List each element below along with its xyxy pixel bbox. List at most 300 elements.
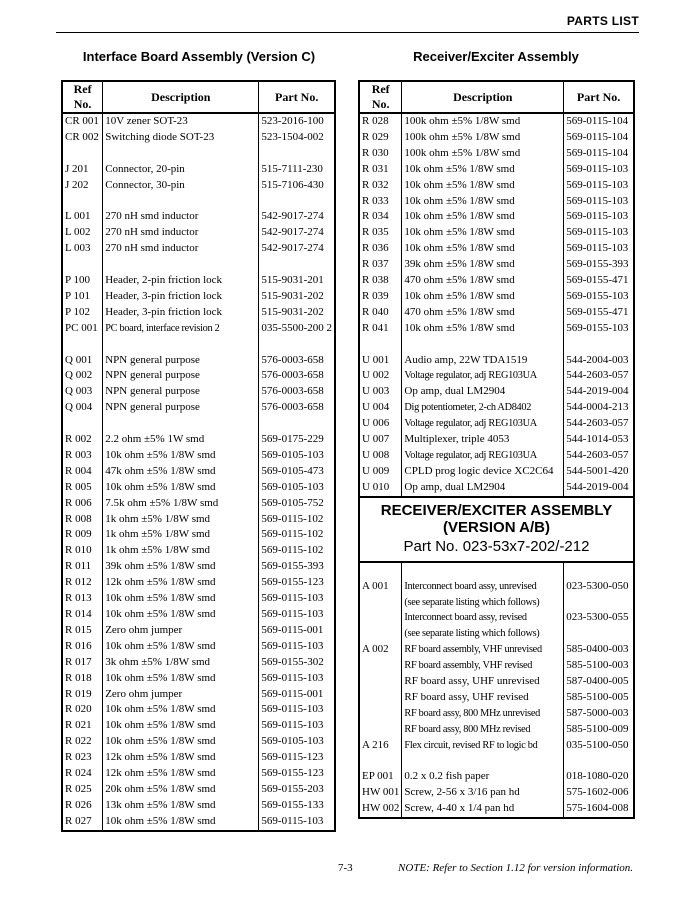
part-number-cell: 569-0115-001 [259, 623, 335, 639]
table-row [62, 400, 335, 416]
ref-cell: R 010 [62, 543, 103, 559]
description-cell: 3k ohm ±5% 1/8W smd [103, 655, 259, 671]
table-row [62, 639, 335, 655]
ref-cell: Q 001 [62, 353, 103, 369]
part-number-cell: 515-9031-202 [259, 289, 335, 305]
description-cell: Header, 3-pin friction lock [103, 289, 259, 305]
table-row [62, 321, 335, 337]
table-row [62, 591, 335, 607]
ref-cell: R 033 [359, 194, 402, 210]
table-row [359, 658, 634, 674]
table-row [62, 702, 335, 718]
part-number-cell: 585-5100-005 [564, 690, 634, 706]
ref-cell: R 014 [62, 607, 103, 623]
description-cell: 2.2 ohm ±5% 1W smd [103, 432, 259, 448]
description-cell: 39k ohm ±5% 1/8W smd [402, 257, 564, 273]
description-cell: 10k ohm ±5% 1/8W smd [402, 178, 564, 194]
part-number-cell: 523-1504-002 [259, 130, 335, 146]
column-header-part: Part No. [259, 81, 335, 113]
table-row [62, 575, 335, 591]
table-row [359, 706, 634, 722]
table-row [359, 674, 634, 690]
ref-cell [359, 658, 402, 674]
description-cell: 10k ohm ±5% 1/8W smd [103, 734, 259, 750]
ref-cell: L 002 [62, 225, 103, 241]
description-cell: Connector, 30-pin [103, 178, 259, 194]
description-cell: 10k ohm ±5% 1/8W smd [402, 209, 564, 225]
part-number-cell: 569-0155-203 [259, 782, 335, 798]
description-cell: Interconnect board assy, revised [402, 610, 564, 626]
table-row [359, 353, 634, 369]
part-number-cell [259, 416, 335, 432]
part-number-cell: 569-0115-104 [564, 130, 634, 146]
part-number-cell: 023-5300-055 [564, 610, 634, 626]
part-number-cell: 544-2603-057 [564, 448, 634, 464]
table-row [359, 642, 634, 658]
part-number-cell: 569-0115-103 [564, 209, 634, 225]
ref-cell: P 101 [62, 289, 103, 305]
table-row [359, 273, 634, 289]
part-number-cell: 569-0155-393 [259, 559, 335, 575]
ref-cell: R 041 [359, 321, 402, 337]
part-number-cell: 569-0115-103 [259, 702, 335, 718]
column-header-ref: Ref No. [359, 81, 402, 113]
ref-cell: R 040 [359, 305, 402, 321]
part-number-cell: 569-0115-102 [259, 543, 335, 559]
assembly-heading-row [359, 497, 634, 562]
part-number-cell: 569-0155-123 [259, 766, 335, 782]
ref-cell: U 003 [359, 384, 402, 400]
part-number-cell: 569-0155-471 [564, 305, 634, 321]
table-row [359, 738, 634, 754]
ref-cell: CR 001 [62, 113, 103, 130]
table-row [359, 416, 634, 432]
part-number-cell: 569-0115-104 [564, 146, 634, 162]
part-number-cell: 569-0115-103 [564, 178, 634, 194]
ref-cell [62, 337, 103, 353]
description-cell: NPN general purpose [103, 384, 259, 400]
ref-cell: R 037 [359, 257, 402, 273]
description-cell: Screw, 2-56 x 3/16 pan hd [402, 785, 564, 801]
description-cell: 100k ohm ±5% 1/8W smd [402, 130, 564, 146]
table-row [62, 241, 335, 257]
description-cell: RF board assembly, VHF revised [402, 658, 564, 674]
part-number-cell: 569-0105-752 [259, 496, 335, 512]
table-row [62, 384, 335, 400]
description-cell: 10V zener SOT-23 [103, 113, 259, 130]
description-cell: 10k ohm ±5% 1/8W smd [103, 718, 259, 734]
ref-cell: R 034 [359, 209, 402, 225]
table-row [62, 464, 335, 480]
table-row [359, 178, 634, 194]
table-row [62, 448, 335, 464]
description-cell: NPN general purpose [103, 353, 259, 369]
table-row [359, 113, 634, 130]
ref-cell [359, 595, 402, 611]
description-cell: 1k ohm ±5% 1/8W smd [103, 527, 259, 543]
ref-cell [359, 337, 402, 353]
column-header-part: Part No. [564, 81, 634, 113]
table-row [62, 416, 335, 432]
description-cell: 270 nH smd inductor [103, 225, 259, 241]
table-row [62, 655, 335, 671]
ref-cell: U 010 [359, 480, 402, 497]
part-number-cell: 569-0115-103 [259, 591, 335, 607]
ref-cell: R 013 [62, 591, 103, 607]
description-cell: 10k ohm ±5% 1/8W smd [402, 162, 564, 178]
description-cell: Op amp, dual LM2904 [402, 480, 564, 497]
part-number-cell: 515-7111-230 [259, 162, 335, 178]
description-cell: 12k ohm ±5% 1/8W smd [103, 766, 259, 782]
part-number-cell [564, 754, 634, 770]
description-cell: 270 nH smd inductor [103, 241, 259, 257]
table-row [359, 384, 634, 400]
part-number-cell [564, 626, 634, 642]
ref-cell: R 003 [62, 448, 103, 464]
table-row [359, 595, 634, 611]
table-row [62, 671, 335, 687]
assembly-version: (VERSION A/B) [443, 518, 550, 536]
table-row [62, 718, 335, 734]
part-number-cell: 585-5100-003 [564, 658, 634, 674]
part-number-cell [259, 257, 335, 273]
table-row [359, 785, 634, 801]
ref-cell [359, 722, 402, 738]
ref-cell: P 102 [62, 305, 103, 321]
ref-cell: U 004 [359, 400, 402, 416]
description-cell: 13k ohm ±5% 1/8W smd [103, 798, 259, 814]
part-number-cell: 523-2016-100 [259, 113, 335, 130]
ref-cell: R 005 [62, 480, 103, 496]
table-row [359, 241, 634, 257]
ref-cell: R 015 [62, 623, 103, 639]
part-number-cell: 569-0115-103 [259, 814, 335, 831]
ref-cell [359, 754, 402, 770]
part-number-cell: 587-0400-005 [564, 674, 634, 690]
part-number-cell: 515-7106-430 [259, 178, 335, 194]
part-number-cell: 569-0115-123 [259, 750, 335, 766]
part-number-cell: 515-9031-202 [259, 305, 335, 321]
part-number-cell: 544-2019-004 [564, 384, 634, 400]
ref-cell: R 031 [359, 162, 402, 178]
part-number-cell: 569-0155-393 [564, 257, 634, 273]
part-number-cell: 587-5000-003 [564, 706, 634, 722]
part-number-cell: 544-2019-004 [564, 480, 634, 497]
receiver-exciter-parts-table [358, 80, 635, 819]
table-row [62, 750, 335, 766]
part-number-cell [564, 337, 634, 353]
table-row [359, 130, 634, 146]
part-number-cell: 569-0115-103 [564, 162, 634, 178]
table-row [359, 162, 634, 178]
ref-cell: R 009 [62, 527, 103, 543]
ref-cell: U 007 [359, 432, 402, 448]
table-row [359, 225, 634, 241]
ref-cell: P 100 [62, 273, 103, 289]
part-number-cell [564, 562, 634, 579]
table-row [62, 559, 335, 575]
ref-cell: R 039 [359, 289, 402, 305]
ref-cell: R 035 [359, 225, 402, 241]
part-number-cell: 018-1080-020 [564, 769, 634, 785]
table-row [359, 400, 634, 416]
column-header-ref: Ref No. [62, 81, 103, 113]
table-row [62, 527, 335, 543]
description-cell: NPN general purpose [103, 400, 259, 416]
ref-cell [62, 194, 103, 210]
table-row [62, 225, 335, 241]
description-cell: 10k ohm ±5% 1/8W smd [103, 607, 259, 623]
part-number-cell: 035-5100-050 [564, 738, 634, 754]
description-cell: 0.2 x 0.2 fish paper [402, 769, 564, 785]
part-number-cell: 569-0155-103 [564, 289, 634, 305]
description-cell [103, 416, 259, 432]
ref-cell: Q 003 [62, 384, 103, 400]
ref-cell: U 009 [359, 464, 402, 480]
table-row [359, 289, 634, 305]
table-row [62, 543, 335, 559]
column-header-description: Description [402, 81, 564, 113]
ref-cell: Q 004 [62, 400, 103, 416]
ref-cell: U 006 [359, 416, 402, 432]
ref-cell: J 202 [62, 178, 103, 194]
ref-cell: R 025 [62, 782, 103, 798]
table-row [359, 610, 634, 626]
part-number-cell [564, 595, 634, 611]
ref-cell [359, 706, 402, 722]
table-row [359, 562, 634, 579]
description-cell: 10k ohm ±5% 1/8W smd [103, 448, 259, 464]
version-note: NOTE: Refer to Section 1.12 for version information. [398, 862, 633, 874]
ref-cell: R 004 [62, 464, 103, 480]
table-row [359, 722, 634, 738]
ref-cell: R 008 [62, 512, 103, 528]
ref-cell [359, 690, 402, 706]
part-number-cell: 569-0175-229 [259, 432, 335, 448]
header-title: PARTS LIST [566, 14, 639, 28]
table-row [359, 146, 634, 162]
part-number-cell: 544-2603-057 [564, 416, 634, 432]
table-row [62, 814, 335, 831]
part-number-cell: 569-0105-103 [259, 480, 335, 496]
description-cell: Voltage regulator, adj REG103UA [402, 448, 564, 464]
part-number-cell: 569-0115-103 [564, 225, 634, 241]
table-row [62, 432, 335, 448]
description-cell: Header, 3-pin friction lock [103, 305, 259, 321]
description-cell: RF board assy, UHF unrevised [402, 674, 564, 690]
part-number-cell: 569-0115-001 [259, 687, 335, 703]
left-section-title: Interface Board Assembly (Version C) [82, 49, 316, 64]
part-number-cell: 544-2004-003 [564, 353, 634, 369]
ref-cell: L 001 [62, 209, 103, 225]
table-row [62, 607, 335, 623]
description-cell [402, 562, 564, 579]
ref-cell: R 002 [62, 432, 103, 448]
description-cell: 10k ohm ±5% 1/8W smd [103, 480, 259, 496]
description-cell: 10k ohm ±5% 1/8W smd [103, 702, 259, 718]
table-row [359, 464, 634, 480]
part-number-cell: 569-0115-103 [259, 607, 335, 623]
description-cell: 12k ohm ±5% 1/8W smd [103, 750, 259, 766]
description-cell: 10k ohm ±5% 1/8W smd [402, 225, 564, 241]
description-cell: 10k ohm ±5% 1/8W smd [402, 289, 564, 305]
part-number-cell: 542-9017-274 [259, 241, 335, 257]
description-cell: (see separate listing which follows) [402, 626, 564, 642]
ref-cell: R 032 [359, 178, 402, 194]
ref-cell: PC 001 [62, 321, 103, 337]
assembly-part-number: Part No. 023-53x7-202/-212 [403, 537, 590, 555]
ref-cell: HW 001 [359, 785, 402, 801]
ref-cell: R 021 [62, 718, 103, 734]
table-row [359, 801, 634, 818]
part-number-cell [259, 337, 335, 353]
table-row [62, 289, 335, 305]
table-row [62, 178, 335, 194]
ref-cell: R 022 [62, 734, 103, 750]
ref-cell [62, 416, 103, 432]
description-cell: Zero ohm jumper [103, 623, 259, 639]
ref-cell: R 012 [62, 575, 103, 591]
right-section-title: Receiver/Exciter Assembly [413, 49, 579, 64]
description-cell: 100k ohm ±5% 1/8W smd [402, 113, 564, 130]
ref-cell: R 006 [62, 496, 103, 512]
ref-cell: R 030 [359, 146, 402, 162]
description-cell [103, 146, 259, 162]
ref-cell: R 023 [62, 750, 103, 766]
table-row [359, 754, 634, 770]
description-cell: Dig potentiometer, 2-ch AD8402 [402, 400, 564, 416]
part-number-cell: 023-5300-050 [564, 579, 634, 595]
description-cell: 1k ohm ±5% 1/8W smd [103, 512, 259, 528]
ref-cell: R 018 [62, 671, 103, 687]
part-number-cell: 544-1014-053 [564, 432, 634, 448]
part-number-cell: 585-5100-009 [564, 722, 634, 738]
table-row [62, 766, 335, 782]
ref-cell [359, 610, 402, 626]
part-number-cell [259, 146, 335, 162]
table-header-row [359, 81, 634, 113]
table-row [62, 734, 335, 750]
description-cell: PC board, interface revision 2 [103, 321, 259, 337]
table-row [62, 798, 335, 814]
ref-cell: EP 001 [359, 769, 402, 785]
ref-cell: U 002 [359, 368, 402, 384]
table-row [62, 782, 335, 798]
table-row [62, 305, 335, 321]
ref-cell: R 028 [359, 113, 402, 130]
header-rule [56, 32, 639, 33]
table-row [62, 512, 335, 528]
description-cell: Voltage regulator, adj REG103UA [402, 368, 564, 384]
part-number-cell: 544-5001-420 [564, 464, 634, 480]
table-row [359, 769, 634, 785]
description-cell: 1k ohm ±5% 1/8W smd [103, 543, 259, 559]
table-row [359, 690, 634, 706]
ref-cell: R 017 [62, 655, 103, 671]
ref-cell: Q 002 [62, 368, 103, 384]
ref-cell: R 024 [62, 766, 103, 782]
ref-cell: J 201 [62, 162, 103, 178]
interface-board-parts-table [61, 80, 336, 832]
description-cell [103, 257, 259, 273]
part-number-cell: 585-0400-003 [564, 642, 634, 658]
ref-cell: R 019 [62, 687, 103, 703]
ref-cell: R 026 [62, 798, 103, 814]
description-cell: RF board assy, 800 MHz revised [402, 722, 564, 738]
description-cell: CPLD prog logic device XC2C64 [402, 464, 564, 480]
ref-cell: A 216 [359, 738, 402, 754]
description-cell: 100k ohm ±5% 1/8W smd [402, 146, 564, 162]
ref-cell [62, 257, 103, 273]
table-row [359, 209, 634, 225]
table-row [62, 162, 335, 178]
part-number-cell: 576-0003-658 [259, 353, 335, 369]
part-number-cell: 569-0115-103 [564, 194, 634, 210]
ref-cell: R 029 [359, 130, 402, 146]
column-header-description: Description [103, 81, 259, 113]
table-row [62, 337, 335, 353]
part-number-cell: 569-0115-103 [259, 671, 335, 687]
part-number-cell: 542-9017-274 [259, 209, 335, 225]
description-cell: 470 ohm ±5% 1/8W smd [402, 305, 564, 321]
table-row [359, 448, 634, 464]
ref-cell: U 008 [359, 448, 402, 464]
description-cell: 39k ohm ±5% 1/8W smd [103, 559, 259, 575]
table-row [359, 337, 634, 353]
ref-cell: R 020 [62, 702, 103, 718]
part-number-cell: 569-0155-123 [259, 575, 335, 591]
description-cell: (see separate listing which follows) [402, 595, 564, 611]
part-number-cell: 569-0155-302 [259, 655, 335, 671]
table-row [62, 257, 335, 273]
part-number-cell: 569-0115-103 [259, 639, 335, 655]
ref-cell: CR 002 [62, 130, 103, 146]
ref-cell: U 001 [359, 353, 402, 369]
ref-cell: R 027 [62, 814, 103, 831]
page-number: 7-3 [338, 862, 353, 874]
part-number-cell: 542-9017-274 [259, 225, 335, 241]
table-header-row [62, 81, 335, 113]
ref-cell: HW 002 [359, 801, 402, 818]
description-cell: 10k ohm ±5% 1/8W smd [402, 241, 564, 257]
part-number-cell: 569-0115-102 [259, 527, 335, 543]
description-cell: Multiplexer, triple 4053 [402, 432, 564, 448]
description-cell: Switching diode SOT-23 [103, 130, 259, 146]
table-row [62, 496, 335, 512]
table-row [62, 130, 335, 146]
description-cell: 470 ohm ±5% 1/8W smd [402, 273, 564, 289]
ref-cell: R 038 [359, 273, 402, 289]
part-number-cell: 569-0155-471 [564, 273, 634, 289]
table-row [359, 321, 634, 337]
ref-cell: R 036 [359, 241, 402, 257]
description-cell: NPN general purpose [103, 368, 259, 384]
table-row [359, 432, 634, 448]
table-row [359, 305, 634, 321]
part-number-cell: 575-1604-008 [564, 801, 634, 818]
ref-cell: A 001 [359, 579, 402, 595]
part-number-cell: 544-2603-057 [564, 368, 634, 384]
description-cell: Connector, 20-pin [103, 162, 259, 178]
table-row [359, 579, 634, 595]
ref-cell [359, 626, 402, 642]
description-cell: 12k ohm ±5% 1/8W smd [103, 575, 259, 591]
description-cell: RF board assy, 800 MHz unrevised [402, 706, 564, 722]
description-cell: Flex circuit, revised RF to logic bd [402, 738, 564, 754]
part-number-cell: 569-0155-103 [564, 321, 634, 337]
description-cell: Screw, 4-40 x 1/4 pan hd [402, 801, 564, 818]
part-number-cell: 576-0003-658 [259, 400, 335, 416]
